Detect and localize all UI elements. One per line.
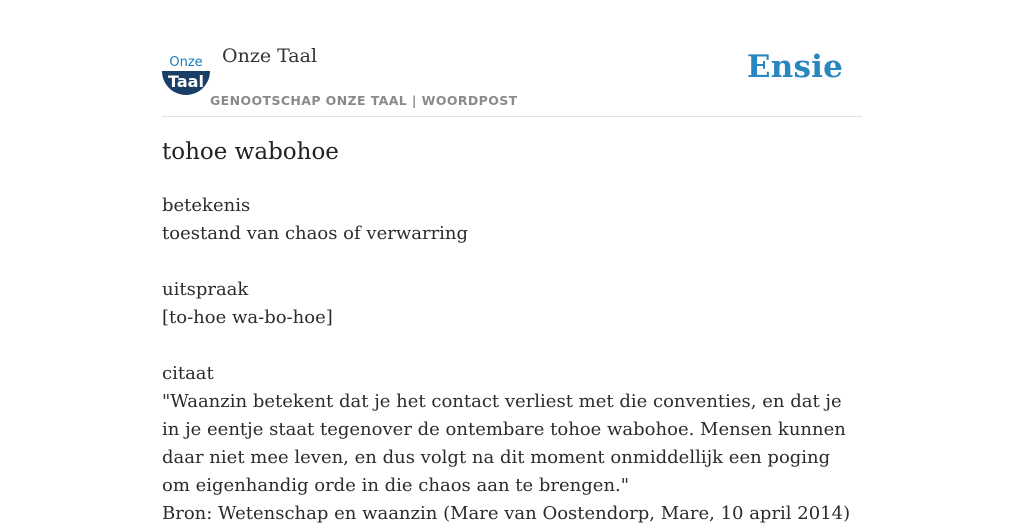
quote-label: citaat: [162, 363, 214, 384]
quote-text: "Waanzin betekent dat je het contact verliest met die conventies, en dat je in je eentje staat tegenover de ontembare tohoe wabohoe. Mensen kunnen daar niet mee leven, en dus volgt na dit moment onmiddellijk een poging om eigenhandig orde in die chaos aan te brengen.": [162, 391, 846, 496]
quote-source: Bron: Wetenschap en waanzin (Mare van Oostendorp, Mare, 10 april 2014): [162, 503, 851, 524]
entry-term: tohoe wabohoe: [162, 139, 339, 165]
page-container: [162, 0, 862, 524]
ensie-brand-logo[interactable]: Ensie: [746, 49, 843, 85]
spacer: [162, 332, 862, 360]
entry-body: [162, 192, 862, 528]
meaning-text: toestand van chaos of verwarring: [162, 223, 469, 244]
pronunciation-text: [to-hoe wa-bo-hoe]: [162, 307, 333, 328]
site-name[interactable]: Onze Taal: [222, 45, 318, 67]
onze-taal-logo[interactable]: [162, 47, 210, 95]
logo-bottom-text: Taal: [168, 72, 204, 91]
pronunciation-label: uitspraak: [162, 279, 249, 300]
meaning-label: betekenis: [162, 195, 251, 216]
site-subtitle: GENOOTSCHAP ONZE TAAL | WOORDPOST: [210, 93, 518, 108]
site-header: [162, 0, 862, 117]
logo-top-text: Onze: [169, 55, 203, 70]
spacer: [162, 248, 862, 276]
